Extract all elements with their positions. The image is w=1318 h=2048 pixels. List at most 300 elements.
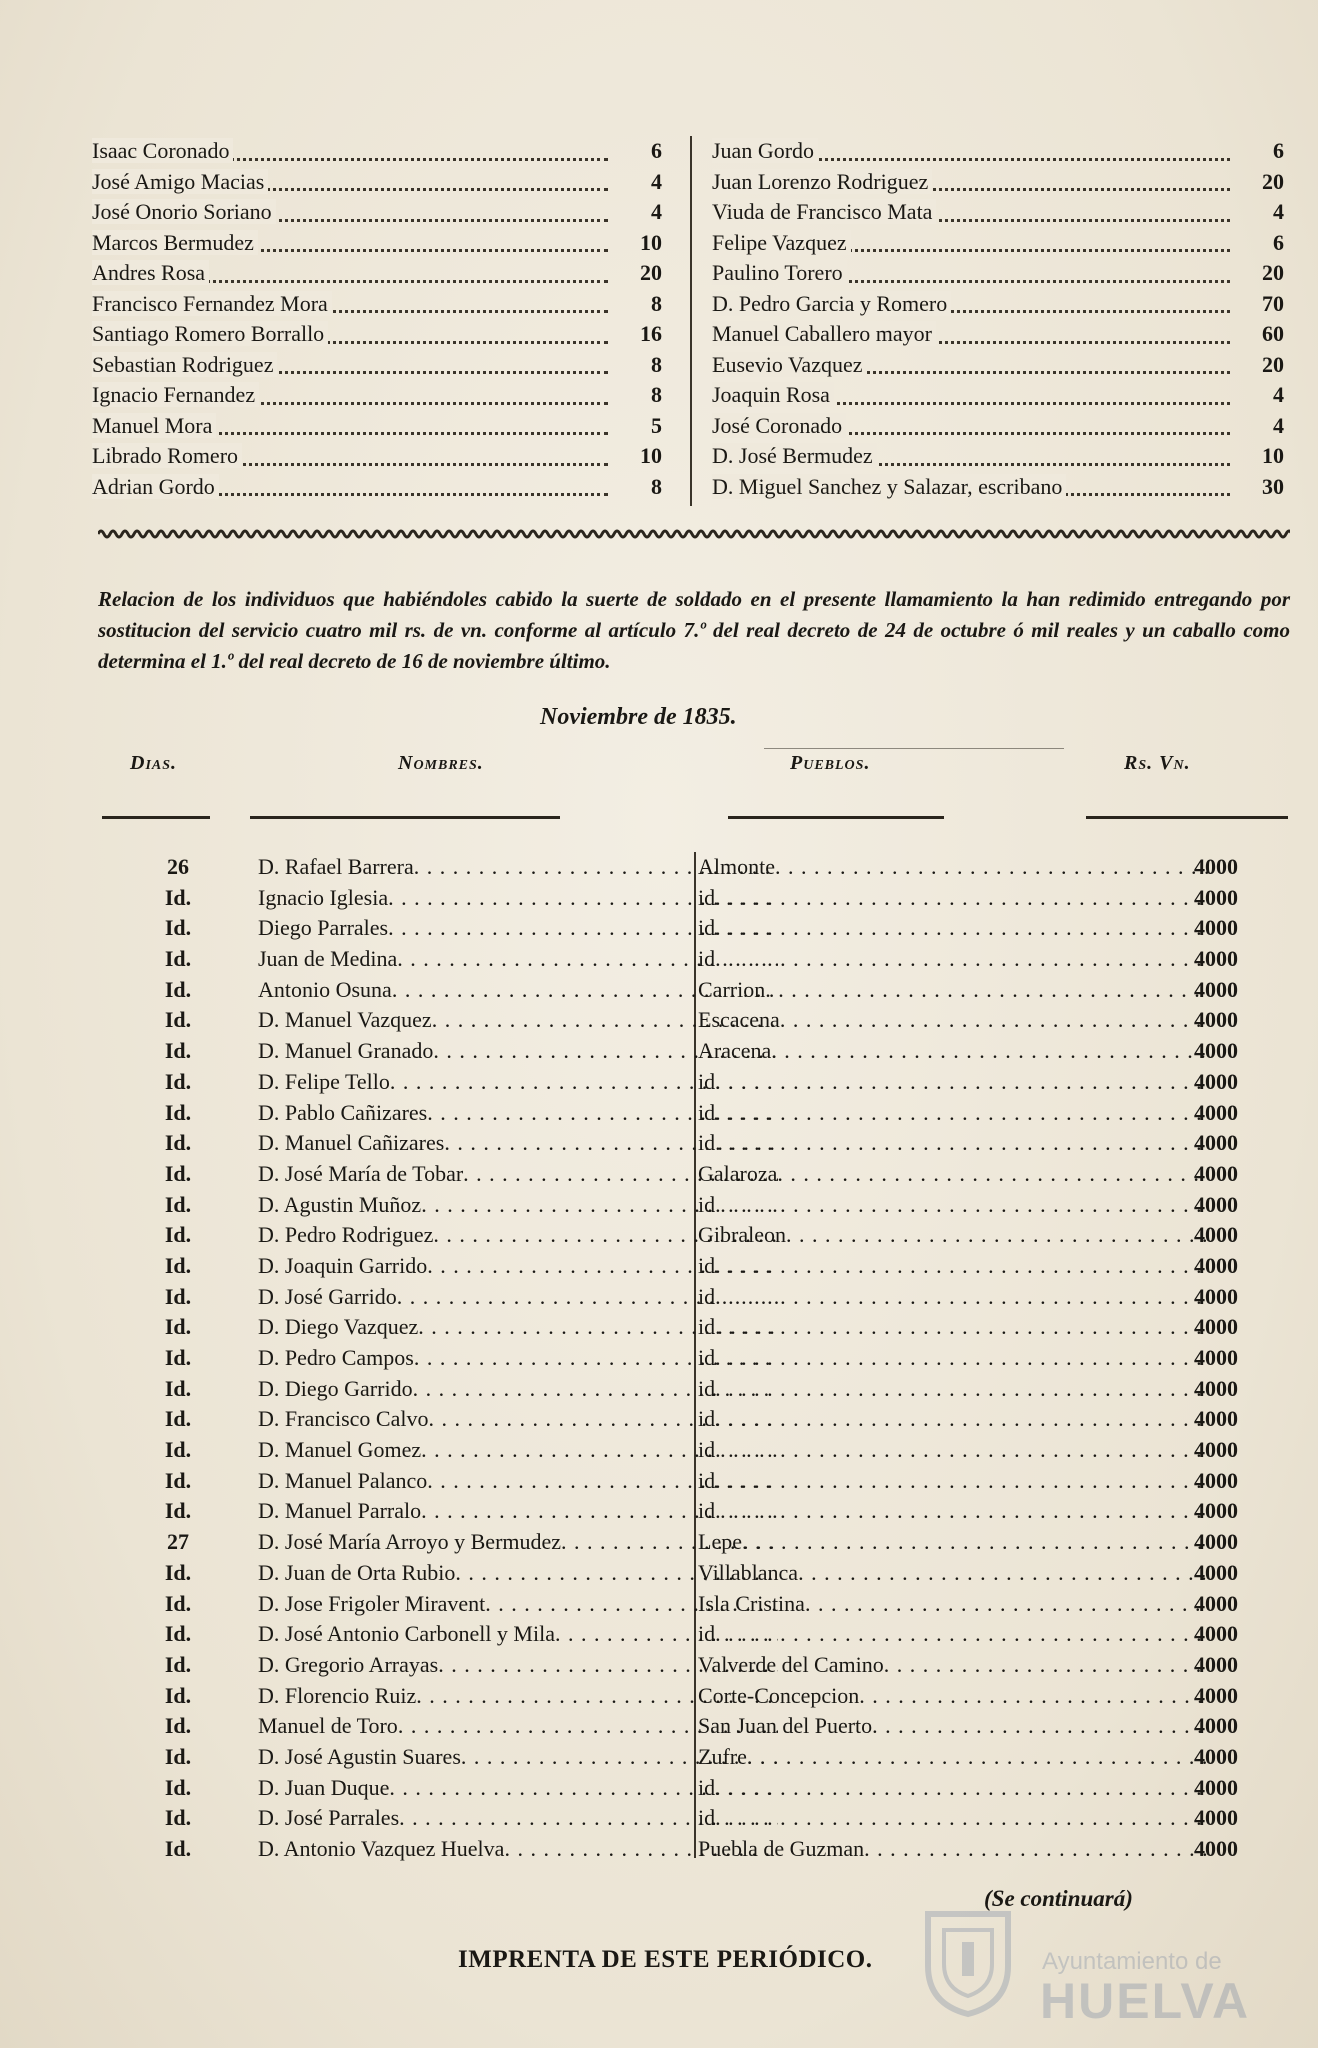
cell-nombre-text: D. Diego Vazquez	[258, 1314, 419, 1340]
cell-pueblo	[698, 944, 1208, 975]
cell-dia-text: Id.	[164, 1743, 192, 1769]
cell-dia	[138, 1251, 218, 1282]
cell-dia-text: Id.	[164, 1160, 192, 1186]
cell-nombre-text: D. Agustin Muñoz	[258, 1191, 422, 1217]
cell-nombre-text: Diego Parrales	[258, 915, 389, 941]
cell-nombre-text: D. Francisco Calvo	[258, 1406, 429, 1432]
cell-pueblo	[698, 1251, 1208, 1282]
cell-rs	[1158, 1589, 1238, 1620]
cell-dia	[138, 883, 218, 914]
leader-dots	[715, 1128, 1208, 1159]
continued-note: (Se continuará)	[984, 1886, 1133, 1911]
cell-pueblo	[698, 1711, 1208, 1742]
cell-rs-text: 4000	[1194, 1130, 1238, 1156]
list-item	[712, 289, 1284, 320]
cell-nombre-text: D. Pedro Rodriguez	[258, 1222, 434, 1248]
cell-rs	[1158, 913, 1238, 944]
cell-nombre-text: D. Manuel Parralo	[258, 1498, 422, 1524]
list-item	[92, 441, 662, 472]
cell-pueblo-text: San Juan del Puerto	[698, 1713, 873, 1739]
list-item-value: 8	[651, 290, 662, 316]
cell-nombre-text: D. Manuel Palanco	[258, 1467, 428, 1493]
cell-rs	[1158, 1711, 1238, 1742]
list-item-name: Joaquin Rosa	[712, 382, 834, 407]
cell-rs-text: 4000	[1194, 1529, 1238, 1555]
list-item-name: José Coronado	[712, 413, 846, 438]
cell-rs-text: 4000	[1194, 1774, 1238, 1800]
list-item-value: 16	[640, 321, 662, 346]
cell-nombre-text: D. Manuel Cañizares	[258, 1130, 445, 1156]
table-row	[98, 852, 1290, 883]
cell-nombre-text: Antonio Osuna	[258, 976, 392, 1002]
list-item	[712, 228, 1284, 259]
cell-nombre-text: D. Pedro Campos	[258, 1345, 414, 1370]
table-row	[98, 1711, 1290, 1742]
cell-dia	[138, 1527, 218, 1558]
cell-dia-text: Id.	[164, 1130, 192, 1156]
list-item	[712, 380, 1284, 411]
cell-rs	[1158, 1251, 1238, 1282]
leader-dots	[715, 1190, 1208, 1221]
leader-dots	[715, 1343, 1208, 1374]
cell-dia-text: Id.	[164, 1774, 192, 1800]
header-rs: Rs. Vn.	[1124, 752, 1191, 774]
cell-nombre-text: D. José María Arroyo y Bermudez	[258, 1529, 562, 1555]
list-item-value: 20	[1262, 351, 1284, 377]
table-row	[98, 1282, 1290, 1313]
cell-rs	[1158, 1834, 1238, 1865]
cell-dia-text: Id.	[164, 1651, 192, 1677]
cell-rs-text: 4000	[1194, 1437, 1238, 1463]
leader-dots	[798, 1558, 1208, 1589]
cell-nombre-text: D. Juan de Orta Rubio	[258, 1559, 456, 1585]
cell-dia	[138, 1589, 218, 1620]
cell-rs-text: 4000	[1194, 1836, 1238, 1861]
list-item-name: Juan Lorenzo Rodriguez	[712, 169, 932, 194]
cell-dia	[138, 1067, 218, 1098]
cell-rs	[1158, 944, 1238, 975]
cell-pueblo-text: id	[698, 915, 716, 941]
list-item-name: D. Miguel Sanchez y Salazar, escribano	[712, 474, 1066, 499]
cell-dia	[138, 1159, 218, 1190]
cell-dia	[138, 944, 218, 975]
cell-rs-text: 4000	[1194, 1191, 1238, 1217]
list-item-value: 4	[1273, 199, 1284, 224]
header-rule-2	[250, 816, 560, 819]
redemption-table	[98, 852, 1290, 1865]
cell-rs	[1158, 1527, 1238, 1558]
list-item-value: 8	[651, 473, 662, 499]
cell-pueblo	[698, 1159, 1208, 1190]
cell-rs-text: 4000	[1194, 1314, 1238, 1340]
cell-nombre-text: D. José Antonio Carbonell y Mila	[258, 1621, 555, 1647]
cell-rs-text: 4000	[1194, 1498, 1238, 1524]
cell-pueblo-text: id	[698, 884, 716, 910]
list-item-name: Eusevio Vazquez	[712, 352, 867, 377]
cell-dia-text: Id.	[164, 1805, 192, 1831]
list-item-name: Santiago Romero Borrallo	[92, 321, 328, 346]
cell-pueblo	[698, 1343, 1208, 1374]
cell-dia-text: Id.	[164, 1559, 192, 1585]
cell-dia	[138, 913, 218, 944]
cell-dia	[138, 1005, 218, 1036]
cell-pueblo-text: id	[698, 1068, 716, 1094]
cell-dia	[138, 1374, 218, 1405]
table-row	[98, 883, 1290, 914]
cell-dia	[138, 1220, 218, 1251]
list-item	[712, 136, 1284, 167]
list-item	[92, 258, 662, 289]
cell-dia	[138, 1190, 218, 1221]
table-row	[98, 1650, 1290, 1681]
cell-nombre-text: D. José Agustin Suares	[258, 1743, 461, 1769]
cell-dia-text: Id.	[164, 1345, 192, 1370]
list-item	[92, 319, 662, 350]
leader-dots	[715, 1496, 1208, 1527]
cell-dia	[138, 1742, 218, 1773]
table-row	[98, 1558, 1290, 1589]
cell-dia	[138, 1312, 218, 1343]
cell-pueblo	[698, 1220, 1208, 1251]
cell-nombre-text: D. Gregorio Arrayas	[258, 1651, 439, 1677]
leader-dots	[780, 1005, 1208, 1036]
table-row	[98, 1312, 1290, 1343]
cell-rs	[1158, 1005, 1238, 1036]
table-row	[98, 1374, 1290, 1405]
cell-pueblo-text: Carrion	[698, 976, 766, 1002]
cell-pueblo-text: Isla Cristina	[698, 1590, 805, 1616]
table-row	[98, 1098, 1290, 1129]
table-row	[98, 1005, 1290, 1036]
table-row	[98, 1773, 1290, 1804]
cell-pueblo-text: Valverde del Camino	[698, 1651, 884, 1677]
cell-dia-text: Id.	[164, 1437, 192, 1463]
right-list	[712, 136, 1284, 502]
cell-pueblo-text: Puebla de Guzman	[698, 1836, 865, 1861]
list-item-name: Ignacio Fernandez	[92, 382, 259, 407]
leader-dots	[715, 1466, 1208, 1497]
cell-nombre-text: D. José Parrales	[258, 1805, 400, 1831]
cell-nombre-text: Juan de Medina	[258, 946, 398, 972]
cell-rs-text: 4000	[1194, 976, 1238, 1002]
list-item-value: 30	[1262, 473, 1284, 499]
cell-rs-text: 4000	[1194, 1160, 1238, 1186]
cell-dia-text: Id.	[164, 1191, 192, 1217]
cell-rs	[1158, 1404, 1238, 1435]
cell-rs-text: 4000	[1194, 1222, 1238, 1248]
cell-dia	[138, 1681, 218, 1712]
cell-dia-text: Id.	[164, 1099, 192, 1125]
cell-rs-text: 4000	[1194, 1590, 1238, 1616]
list-item-name: Francisco Fernandez Mora	[92, 291, 332, 316]
list-item-name: Andres Rosa	[92, 260, 209, 285]
date-line: Noviembre de 1835.	[540, 704, 737, 730]
list-item	[712, 258, 1284, 289]
cell-nombre-text: Manuel de Toro	[258, 1713, 398, 1739]
cell-pueblo-text: id	[698, 1498, 716, 1524]
cell-rs	[1158, 1128, 1238, 1159]
list-item-name: D. Pedro Garcia y Romero	[712, 291, 951, 316]
leader-dots	[715, 1251, 1208, 1282]
cell-pueblo	[698, 852, 1208, 883]
list-item-value: 60	[1262, 321, 1284, 346]
cell-rs	[1158, 1466, 1238, 1497]
cell-dia-text: Id.	[164, 1314, 192, 1340]
cell-nombre-text: D. Diego Garrido	[258, 1375, 413, 1401]
table-row	[98, 975, 1290, 1006]
cell-dia	[138, 1343, 218, 1374]
table-row	[98, 1834, 1290, 1865]
cell-rs-text: 4000	[1194, 946, 1238, 972]
cell-nombre-text: D. Pablo Cañizares	[258, 1099, 428, 1125]
cell-dia	[138, 852, 218, 883]
cell-nombre-text: D. Juan Duque	[258, 1774, 390, 1800]
cell-dia	[138, 1036, 218, 1067]
cell-dia	[138, 1466, 218, 1497]
cell-dia	[138, 1558, 218, 1589]
table-row	[98, 1128, 1290, 1159]
cell-dia-text: Id.	[164, 1682, 192, 1708]
list-item-name: Isaac Coronado	[92, 138, 233, 163]
cell-rs	[1158, 1098, 1238, 1129]
leader-dots	[765, 975, 1208, 1006]
list-item-name: Viuda de Francisco Mata	[712, 199, 936, 224]
list-item-name: Felipe Vazquez	[712, 230, 851, 255]
stamp-line1: Ayuntamiento de	[1042, 1948, 1222, 1975]
list-item-value: 70	[1262, 290, 1284, 316]
cell-dia-text: 27	[167, 1529, 189, 1555]
cell-dia	[138, 1834, 218, 1865]
cell-nombre-text: D. Felipe Tello	[258, 1068, 390, 1094]
leader-dots	[715, 1404, 1208, 1435]
cell-dia	[138, 1404, 218, 1435]
header-rule-3	[728, 816, 944, 819]
table-row	[98, 1589, 1290, 1620]
cell-pueblo-text: id	[698, 1345, 716, 1370]
cell-pueblo	[698, 1282, 1208, 1313]
list-item-name: Sebastian Rodriguez	[92, 352, 277, 377]
table-row	[98, 1466, 1290, 1497]
cell-pueblo-text: Corte-Concepcion	[698, 1682, 860, 1708]
cell-pueblo-text: Aracena	[698, 1038, 772, 1064]
cell-dia	[138, 1650, 218, 1681]
cell-rs	[1158, 1067, 1238, 1098]
list-item	[92, 411, 662, 442]
cell-dia-text: 26	[167, 854, 189, 879]
cell-dia-text: Id.	[164, 1621, 192, 1647]
cell-pueblo-text: id	[698, 1406, 716, 1432]
cell-rs-text: 4000	[1194, 1345, 1238, 1370]
cell-nombre-text: D. José María de Tobar	[258, 1160, 464, 1186]
leader-dots	[715, 1312, 1208, 1343]
leader-dots	[715, 1098, 1208, 1129]
list-item-value: 20	[1262, 168, 1284, 194]
cell-rs	[1158, 852, 1238, 883]
cell-rs	[1158, 1742, 1238, 1773]
cell-pueblo	[698, 1742, 1208, 1773]
cell-dia-text: Id.	[164, 976, 192, 1002]
cell-pueblo-text: id	[698, 1774, 716, 1800]
list-item	[712, 441, 1284, 472]
cell-rs	[1158, 1773, 1238, 1804]
cell-rs	[1158, 1496, 1238, 1527]
cell-pueblo	[698, 1098, 1208, 1129]
cell-dia-text: Id.	[164, 1713, 192, 1739]
list-item	[92, 228, 662, 259]
leader-dots	[775, 852, 1208, 883]
printer-imprint: IMPRENTA DE ESTE PERIÓDICO.	[458, 1946, 873, 1973]
cell-pueblo-text: id	[698, 1375, 716, 1401]
leader-dots	[777, 1159, 1208, 1190]
cell-pueblo	[698, 1005, 1208, 1036]
cell-rs-text: 4000	[1194, 915, 1238, 941]
cell-dia-text: Id.	[164, 1406, 192, 1432]
header-rule-1	[102, 816, 210, 819]
table-row	[98, 1681, 1290, 1712]
cell-pueblo-text: id	[698, 1805, 716, 1831]
list-item-value: 4	[1273, 382, 1284, 407]
list-item-name: José Onorio Soriano	[92, 199, 276, 224]
cell-rs	[1158, 1681, 1238, 1712]
cell-nombre-text: Ignacio Iglesia	[258, 884, 389, 910]
cell-nombre-text: D. Rafael Barrera	[258, 854, 414, 879]
cell-pueblo-text: id	[698, 1437, 716, 1463]
leader-dots	[786, 1220, 1208, 1251]
cell-dia-text: Id.	[164, 915, 192, 941]
table-row	[98, 1190, 1290, 1221]
cell-pueblo	[698, 1496, 1208, 1527]
cell-rs	[1158, 975, 1238, 1006]
cell-dia	[138, 1803, 218, 1834]
list-item-name: Librado Romero	[92, 443, 242, 468]
wavy-rule	[98, 526, 1290, 542]
cell-pueblo	[698, 1834, 1208, 1865]
cell-dia-text: Id.	[164, 1283, 192, 1309]
cell-rs-text: 4000	[1194, 1038, 1238, 1064]
cell-dia-text: Id.	[164, 1222, 192, 1248]
cell-nombre-text: D. Joaquin Garrido	[258, 1252, 428, 1278]
table-row	[98, 1496, 1290, 1527]
cell-rs	[1158, 1159, 1238, 1190]
list-item-value: 8	[651, 382, 662, 407]
table-row	[98, 1619, 1290, 1650]
cell-rs	[1158, 1619, 1238, 1650]
cell-rs	[1158, 1343, 1238, 1374]
list-item-name: Paulino Torero	[712, 260, 847, 285]
cell-pueblo-text: id	[698, 1621, 716, 1647]
cell-pueblo-text: id	[698, 1130, 716, 1156]
cell-pueblo	[698, 883, 1208, 914]
leader-dots	[747, 1742, 1208, 1773]
leader-dots	[715, 1282, 1208, 1313]
list-item-name: Marcos Bermudez	[92, 230, 258, 255]
cell-rs-text: 4000	[1194, 1559, 1238, 1585]
cell-dia-text: Id.	[164, 1590, 192, 1616]
list-item-name: José Amigo Macias	[92, 169, 268, 194]
leader-dots	[715, 1435, 1208, 1466]
list-item	[92, 136, 662, 167]
cell-rs-text: 4000	[1194, 1068, 1238, 1094]
cell-pueblo	[698, 1589, 1208, 1620]
cell-rs	[1158, 1650, 1238, 1681]
leader-dots	[715, 1619, 1208, 1650]
leader-dots	[715, 1803, 1208, 1834]
table-row	[98, 1527, 1290, 1558]
cell-pueblo	[698, 1466, 1208, 1497]
leader-dots	[864, 1834, 1208, 1865]
cell-rs	[1158, 1036, 1238, 1067]
cell-dia-text: Id.	[164, 1836, 192, 1861]
table-row	[98, 1343, 1290, 1374]
cell-pueblo	[698, 1312, 1208, 1343]
cell-pueblo	[698, 1681, 1208, 1712]
cell-dia-text: Id.	[164, 1498, 192, 1524]
cell-pueblo-text: Villablanca	[698, 1559, 799, 1585]
cell-pueblo	[698, 1435, 1208, 1466]
list-item	[712, 472, 1284, 503]
cell-pueblo-text: Almonte	[698, 854, 775, 879]
leader-dots	[715, 1067, 1208, 1098]
cell-rs-text: 4000	[1194, 1805, 1238, 1831]
list-item	[92, 380, 662, 411]
header-top-rule	[764, 748, 1064, 749]
list-item-value: 6	[1273, 138, 1284, 163]
cell-pueblo	[698, 1067, 1208, 1098]
list-item-name: Manuel Mora	[92, 413, 216, 438]
cell-rs-text: 4000	[1194, 1621, 1238, 1647]
cell-dia	[138, 1282, 218, 1313]
cell-rs	[1158, 1374, 1238, 1405]
cell-nombre-text: D. José Garrido	[258, 1283, 397, 1309]
leader-dots	[715, 883, 1208, 914]
list-item-value: 4	[1273, 412, 1284, 438]
table-row	[98, 1251, 1290, 1282]
cell-rs-text: 4000	[1194, 1099, 1238, 1125]
cell-dia-text: Id.	[164, 884, 192, 910]
cell-rs-text: 4000	[1194, 1283, 1238, 1309]
cell-nombre-text: D. Florencio Ruiz	[258, 1682, 417, 1708]
table-row	[98, 1742, 1290, 1773]
list-item-value: 20	[1262, 260, 1284, 285]
list-item	[92, 197, 662, 228]
cell-rs	[1158, 1282, 1238, 1313]
cell-rs-text: 4000	[1194, 1007, 1238, 1033]
leader-dots	[715, 1773, 1208, 1804]
leader-dots	[715, 913, 1208, 944]
list-item-value: 10	[640, 443, 662, 468]
list-item-value: 4	[651, 199, 662, 224]
stamp-line2: HUELVA	[1040, 1973, 1251, 2029]
leader-dots	[742, 1527, 1208, 1558]
table-row	[98, 1404, 1290, 1435]
cell-pueblo	[698, 1773, 1208, 1804]
leader-dots	[771, 1036, 1208, 1067]
table-row	[98, 1036, 1290, 1067]
cell-dia-text: Id.	[164, 1007, 192, 1033]
cell-rs	[1158, 1312, 1238, 1343]
table-row	[98, 1803, 1290, 1834]
cell-dia-text: Id.	[164, 1375, 192, 1401]
list-item	[712, 350, 1284, 381]
cell-pueblo	[698, 913, 1208, 944]
cell-pueblo-text: id	[698, 946, 716, 972]
cell-rs-text: 4000	[1194, 1651, 1238, 1677]
cell-pueblo	[698, 1190, 1208, 1221]
cell-pueblo-text: Zufre	[698, 1743, 747, 1769]
header-rule-4	[1086, 816, 1288, 819]
list-item	[92, 289, 662, 320]
cell-rs	[1158, 1190, 1238, 1221]
